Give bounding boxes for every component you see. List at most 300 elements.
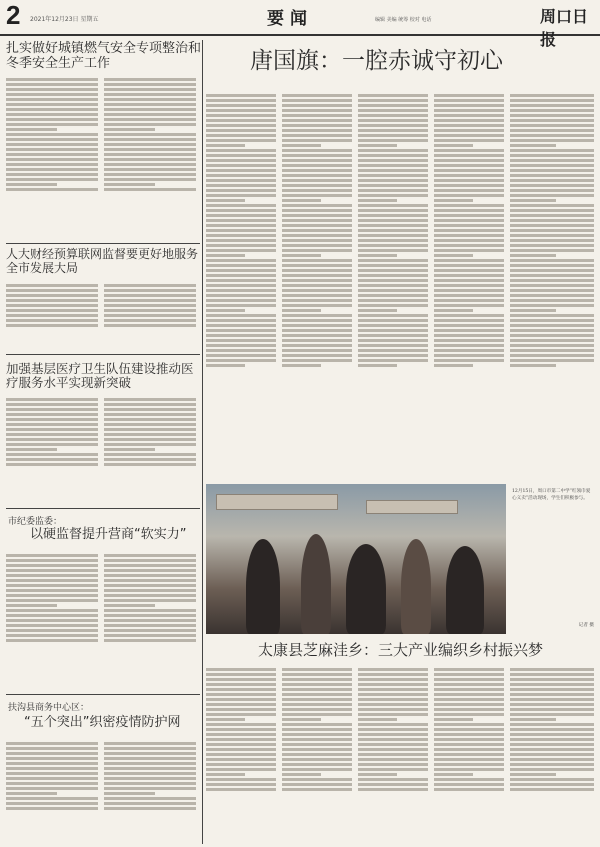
body-text-line	[510, 284, 594, 287]
body-text-line	[206, 304, 276, 307]
body-text-line	[6, 133, 98, 136]
body-text-line	[510, 748, 594, 751]
photo-person	[446, 546, 484, 634]
body-text-line	[104, 408, 196, 411]
body-text-line	[510, 778, 594, 781]
body-text-line	[6, 178, 98, 181]
body-text-line	[358, 269, 428, 272]
body-text-line	[6, 408, 98, 411]
body-text-line	[206, 269, 276, 272]
body-text-line	[434, 194, 504, 197]
body-text-line	[434, 698, 504, 701]
body-text-line	[358, 234, 428, 237]
article-4-body-col2	[104, 396, 196, 500]
body-text-line	[434, 733, 504, 736]
body-text-line	[510, 693, 594, 696]
body-text-line	[282, 344, 352, 347]
body-text-line	[510, 269, 594, 272]
body-text-line	[358, 119, 428, 122]
body-text-line	[358, 683, 428, 686]
body-text-line	[434, 753, 504, 756]
body-text-line	[6, 554, 98, 557]
body-text-line	[510, 179, 594, 182]
body-text-line	[282, 698, 352, 701]
article-7-body-col4	[434, 666, 504, 842]
body-text-line	[206, 309, 245, 312]
body-text-line	[358, 364, 397, 367]
body-text-line	[358, 204, 428, 207]
body-text-line	[358, 144, 397, 147]
body-text-line	[206, 294, 276, 297]
body-text-line	[104, 757, 196, 760]
body-text-line	[104, 88, 196, 91]
news-photo	[206, 484, 506, 634]
body-text-line	[358, 259, 428, 262]
body-text-line	[206, 124, 276, 127]
body-text-line	[282, 194, 352, 197]
body-text-line	[434, 174, 504, 177]
body-text-line	[510, 304, 594, 307]
body-text-line	[206, 214, 276, 217]
body-text-line	[358, 738, 428, 741]
article-7-body-col5	[510, 666, 594, 842]
body-text-line	[104, 559, 196, 562]
body-text-line	[510, 743, 594, 746]
body-text-line	[434, 229, 504, 232]
body-text-line	[206, 773, 245, 776]
body-text-line	[358, 294, 428, 297]
body-text-line	[104, 747, 196, 750]
body-text-line	[282, 204, 352, 207]
body-text-line	[510, 279, 594, 282]
body-text-line	[104, 554, 196, 557]
body-text-line	[510, 149, 594, 152]
body-text-line	[6, 423, 98, 426]
body-text-line	[510, 683, 594, 686]
body-text-line	[104, 792, 155, 795]
body-text-line	[434, 359, 504, 362]
body-text-line	[434, 304, 504, 307]
body-text-line	[6, 792, 57, 795]
body-text-line	[510, 788, 594, 791]
body-text-line	[6, 319, 98, 322]
article-3-title: 人大财经预算联网监督要更好地服务全市发展大局	[6, 247, 199, 275]
article-2-body-col1	[206, 92, 276, 480]
body-text-line	[510, 329, 594, 332]
body-text-line	[104, 589, 196, 592]
body-text-line	[510, 703, 594, 706]
body-text-line	[104, 289, 196, 292]
body-text-line	[104, 153, 196, 156]
body-text-line	[434, 169, 504, 172]
body-text-line	[104, 614, 196, 617]
body-text-line	[434, 788, 504, 791]
body-text-line	[358, 329, 428, 332]
body-text-line	[282, 254, 321, 257]
body-text-line	[206, 748, 276, 751]
body-text-line	[434, 259, 504, 262]
body-text-line	[6, 123, 98, 126]
body-text-line	[434, 134, 504, 137]
body-text-line	[510, 239, 594, 242]
body-text-line	[358, 743, 428, 746]
body-text-line	[6, 747, 98, 750]
body-text-line	[206, 339, 276, 342]
body-text-line	[104, 168, 196, 171]
body-text-line	[206, 159, 276, 162]
body-text-line	[282, 109, 352, 112]
column-divider	[202, 40, 203, 844]
body-text-line	[282, 239, 352, 242]
body-text-line	[510, 164, 594, 167]
body-text-line	[206, 703, 276, 706]
body-text-line	[510, 763, 594, 766]
body-text-line	[282, 119, 352, 122]
body-text-line	[282, 703, 352, 706]
body-text-line	[206, 184, 276, 187]
body-text-line	[510, 159, 594, 162]
body-text-line	[104, 123, 196, 126]
body-text-line	[510, 224, 594, 227]
body-text-line	[104, 314, 196, 317]
body-text-line	[358, 768, 428, 771]
body-text-line	[104, 309, 196, 312]
body-text-line	[282, 778, 352, 781]
body-text-line	[6, 594, 98, 597]
body-text-line	[206, 169, 276, 172]
body-text-line	[206, 693, 276, 696]
body-text-line	[6, 559, 98, 562]
body-text-line	[6, 574, 98, 577]
body-text-line	[358, 309, 397, 312]
body-text-line	[104, 83, 196, 86]
body-text-line	[6, 83, 98, 86]
body-text-line	[6, 294, 98, 297]
body-text-line	[6, 807, 98, 810]
body-text-line	[282, 678, 352, 681]
body-text-line	[6, 458, 98, 461]
body-text-line	[358, 314, 428, 317]
body-text-line	[282, 139, 352, 142]
body-text-line	[358, 668, 428, 671]
body-text-line	[6, 438, 98, 441]
article-6-title: “五个突出”织密疫情防护网	[24, 715, 181, 730]
body-text-line	[434, 314, 504, 317]
body-text-line	[434, 204, 504, 207]
page-header	[0, 0, 600, 49]
body-text-line	[434, 129, 504, 132]
body-text-line	[510, 94, 594, 97]
body-text-line	[282, 219, 352, 222]
body-text-line	[434, 309, 473, 312]
body-text-line	[104, 797, 196, 800]
body-text-line	[206, 199, 245, 202]
body-text-line	[6, 158, 98, 161]
body-text-line	[358, 159, 428, 162]
body-text-line	[510, 364, 556, 367]
body-text-line	[510, 259, 594, 262]
body-text-line	[6, 584, 98, 587]
body-text-line	[510, 174, 594, 177]
body-text-line	[358, 304, 428, 307]
article-7-body-col3	[358, 666, 428, 842]
body-text-line	[282, 309, 321, 312]
body-text-line	[206, 99, 276, 102]
body-text-line	[358, 339, 428, 342]
body-text-line	[510, 199, 556, 202]
body-text-line	[434, 184, 504, 187]
body-text-line	[510, 119, 594, 122]
body-text-line	[104, 108, 196, 111]
body-text-line	[206, 778, 276, 781]
body-text-line	[282, 274, 352, 277]
body-text-line	[282, 159, 352, 162]
photo-credit: 记者 摄	[578, 623, 594, 628]
body-text-line	[282, 259, 352, 262]
body-text-line	[6, 564, 98, 567]
body-text-line	[434, 668, 504, 671]
divider	[6, 694, 200, 695]
body-text-line	[6, 113, 98, 116]
body-text-line	[282, 733, 352, 736]
article-5-kicker: 市纪委监委：	[8, 517, 63, 527]
body-text-line	[434, 189, 504, 192]
body-text-line	[434, 324, 504, 327]
body-text-line	[358, 703, 428, 706]
body-text-line	[104, 403, 196, 406]
body-text-line	[510, 104, 594, 107]
body-text-line	[510, 294, 594, 297]
body-text-line	[434, 713, 504, 716]
divider	[6, 508, 200, 509]
body-text-line	[358, 678, 428, 681]
body-text-line	[206, 144, 245, 147]
divider	[6, 354, 200, 355]
body-text-line	[104, 579, 196, 582]
body-text-line	[104, 143, 196, 146]
body-text-line	[358, 114, 428, 117]
body-text-line	[510, 758, 594, 761]
body-text-line	[282, 134, 352, 137]
body-text-line	[434, 284, 504, 287]
body-text-line	[358, 164, 428, 167]
body-text-line	[358, 783, 428, 786]
body-text-line	[358, 723, 428, 726]
body-text-line	[104, 569, 196, 572]
body-text-line	[510, 678, 594, 681]
article-4-body-col1	[6, 396, 98, 500]
body-text-line	[282, 339, 352, 342]
body-text-line	[206, 329, 276, 332]
body-text-line	[434, 119, 504, 122]
body-text-line	[434, 244, 504, 247]
body-text-line	[104, 443, 196, 446]
body-text-line	[282, 743, 352, 746]
body-text-line	[282, 788, 352, 791]
body-text-line	[206, 179, 276, 182]
body-text-line	[206, 134, 276, 137]
body-text-line	[282, 179, 352, 182]
body-text-line	[358, 189, 428, 192]
body-text-line	[206, 743, 276, 746]
body-text-line	[358, 778, 428, 781]
body-text-line	[6, 428, 98, 431]
body-text-line	[104, 802, 196, 805]
body-text-line	[282, 289, 352, 292]
body-text-line	[282, 334, 352, 337]
body-text-line	[206, 259, 276, 262]
body-text-line	[104, 639, 196, 642]
article-2-title: 唐国旗：一腔赤诚守初心	[250, 48, 503, 74]
body-text-line	[434, 274, 504, 277]
body-text-line	[358, 134, 428, 137]
body-text-line	[358, 264, 428, 267]
body-text-line	[358, 688, 428, 691]
body-text-line	[282, 124, 352, 127]
body-text-line	[434, 264, 504, 267]
body-text-line	[434, 673, 504, 676]
body-text-line	[358, 149, 428, 152]
body-text-line	[206, 344, 276, 347]
body-text-line	[6, 173, 98, 176]
article-7-title: 太康县芝麻洼乡：三大产业编织乡村振兴梦	[258, 641, 544, 659]
body-text-line	[282, 768, 352, 771]
body-text-line	[6, 118, 98, 121]
body-text-line	[434, 149, 504, 152]
body-text-line	[206, 698, 276, 701]
body-text-line	[510, 753, 594, 756]
body-text-line	[104, 324, 196, 327]
body-text-line	[282, 154, 352, 157]
body-text-line	[510, 738, 594, 741]
body-text-line	[358, 359, 428, 362]
body-text-line	[104, 413, 196, 416]
body-text-line	[282, 349, 352, 352]
body-text-line	[510, 773, 556, 776]
body-text-line	[104, 319, 196, 322]
body-text-line	[206, 708, 276, 711]
body-text-line	[510, 124, 594, 127]
body-text-line	[434, 164, 504, 167]
body-text-line	[6, 103, 98, 106]
body-text-line	[104, 448, 155, 451]
body-text-line	[282, 753, 352, 756]
photo-person	[346, 544, 386, 634]
body-text-line	[358, 254, 397, 257]
body-text-line	[206, 104, 276, 107]
body-text-line	[104, 113, 196, 116]
body-text-line	[6, 752, 98, 755]
body-text-line	[434, 279, 504, 282]
body-text-line	[104, 98, 196, 101]
page-number: 2	[6, 0, 21, 30]
section-title: 要闻	[267, 9, 313, 29]
body-text-line	[6, 589, 98, 592]
body-text-line	[282, 279, 352, 282]
body-text-line	[358, 788, 428, 791]
body-text-line	[434, 778, 504, 781]
body-text-line	[104, 158, 196, 161]
body-text-line	[6, 289, 98, 292]
body-text-line	[434, 768, 504, 771]
body-text-line	[282, 174, 352, 177]
body-text-line	[6, 324, 98, 327]
body-text-line	[6, 163, 98, 166]
body-text-line	[434, 219, 504, 222]
body-text-line	[282, 104, 352, 107]
masthead: 周口日报	[540, 7, 589, 49]
body-text-line	[104, 418, 196, 421]
body-text-line	[358, 129, 428, 132]
body-text-line	[510, 139, 594, 142]
body-text-line	[282, 723, 352, 726]
body-text-line	[6, 284, 98, 287]
body-text-line	[206, 678, 276, 681]
body-text-line	[282, 673, 352, 676]
body-text-line	[104, 624, 196, 627]
body-text-line	[104, 284, 196, 287]
body-text-line	[282, 284, 352, 287]
body-text-line	[6, 624, 98, 627]
body-text-line	[206, 254, 245, 257]
article-3-body-col2	[104, 282, 196, 350]
body-text-line	[206, 284, 276, 287]
body-text-line	[104, 78, 196, 81]
body-text-line	[104, 619, 196, 622]
body-text-line	[6, 634, 98, 637]
body-text-line	[104, 584, 196, 587]
body-text-line	[6, 609, 98, 612]
body-text-line	[282, 214, 352, 217]
body-text-line	[6, 604, 57, 607]
body-text-line	[510, 324, 594, 327]
body-text-line	[104, 163, 196, 166]
body-text-line	[510, 299, 594, 302]
body-text-line	[104, 772, 196, 775]
body-text-line	[6, 777, 98, 780]
body-text-line	[6, 398, 98, 401]
body-text-line	[434, 109, 504, 112]
body-text-line	[358, 693, 428, 696]
body-text-line	[6, 639, 98, 642]
body-text-line	[6, 614, 98, 617]
article-6-body-col2	[104, 740, 196, 844]
body-text-line	[510, 254, 556, 257]
body-text-line	[206, 319, 276, 322]
body-text-line	[282, 319, 352, 322]
body-text-line	[358, 279, 428, 282]
body-text-line	[358, 94, 428, 97]
body-text-line	[282, 114, 352, 117]
body-text-line	[510, 698, 594, 701]
article-2-body-col2	[282, 92, 352, 480]
body-text-line	[358, 354, 428, 357]
body-text-line	[6, 757, 98, 760]
body-text-line	[206, 763, 276, 766]
body-text-line	[104, 564, 196, 567]
body-text-line	[358, 324, 428, 327]
body-text-line	[6, 188, 98, 191]
header-date: 2021年12月23日 星期五	[30, 16, 99, 23]
article-3-body-col1	[6, 282, 98, 350]
body-text-line	[510, 354, 594, 357]
body-text-line	[104, 752, 196, 755]
body-text-line	[206, 154, 276, 157]
body-text-line	[6, 98, 98, 101]
body-text-line	[104, 178, 196, 181]
body-text-line	[206, 673, 276, 676]
body-text-line	[434, 139, 504, 142]
